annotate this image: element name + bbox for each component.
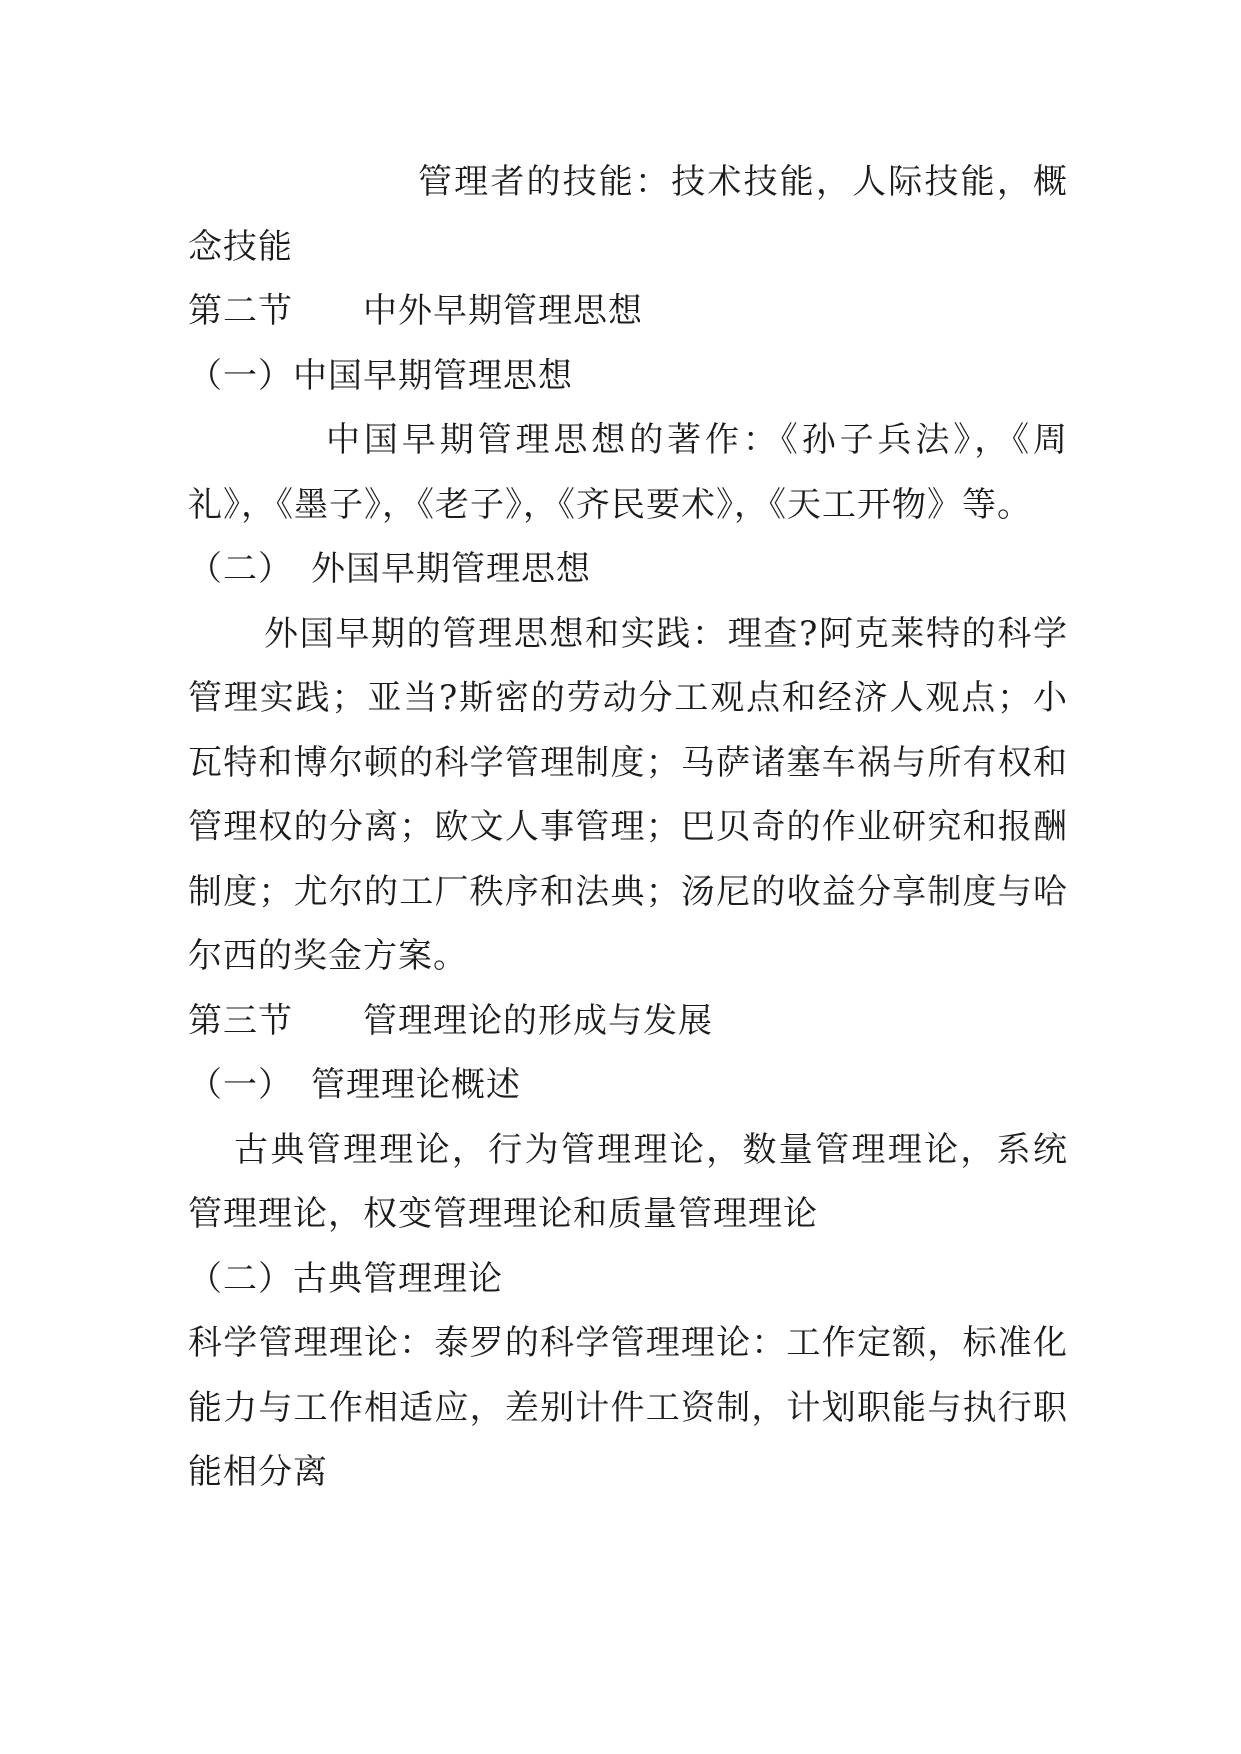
section-heading-3: 第三节 管理理论的形成与发展 xyxy=(188,1000,713,1041)
subsection-heading-classical: （二）古典管理理论 xyxy=(188,1258,503,1299)
document-body xyxy=(188,150,1068,1505)
paragraph-foreign-practice: 外国早期的管理思想和实践：理查?阿克莱特的科学管理实践；亚当?斯密的劳动分工观点和经济人观点；小瓦特和博尔顿的科学管理制度；马萨诸塞车祸与所有权和管理权的分离；欧文人事管理；巴贝奇的作业研究和报酬制度；尤尔的工厂秩序和法典；汤尼的收益分享制度与哈尔西的奖金方案。 xyxy=(188,613,1068,976)
paragraph-china-works: 中国早期管理思想的著作：《孙子兵法》，《周礼》，《墨子》，《老子》，《齐民要术》，《天工开物》等。 xyxy=(188,420,1068,525)
section-heading-2: 第二节 中外早期管理思想 xyxy=(188,291,643,331)
paragraph-scientific-management: 科学管理理论：泰罗的科学管理理论：工作定额，标准化能力与工作相适应，差别计件工资制，计划职能与执行职能相分离 xyxy=(188,1323,1068,1492)
subsection-heading-overview: （一） 管理理论概述 xyxy=(188,1065,521,1105)
paragraph-theory-overview: 古典管理理论，行为管理理论，数量管理理论，系统管理理论，权变管理理论和质量管理理论 xyxy=(188,1129,1068,1234)
subsection-heading-china: （一）中国早期管理思想 xyxy=(188,355,573,396)
subsection-heading-foreign: （二） 外国早期管理思想 xyxy=(188,549,591,589)
paragraph-manager-skills: 管理者的技能：技术技能，人际技能，概念技能 xyxy=(188,162,1068,267)
